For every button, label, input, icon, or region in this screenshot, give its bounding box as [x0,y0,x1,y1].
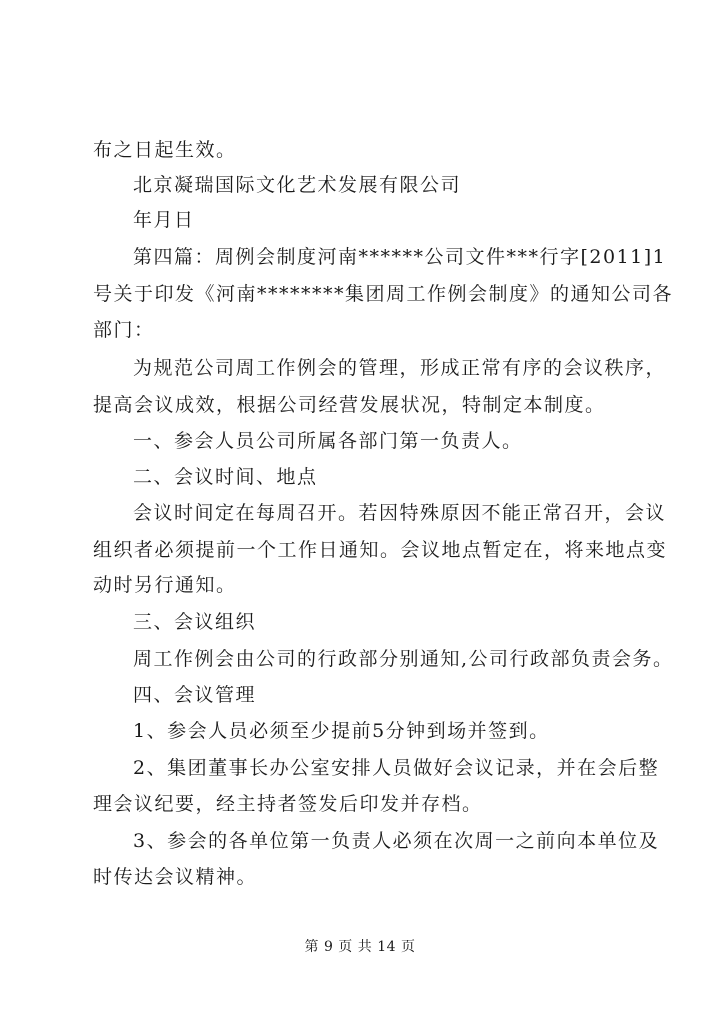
page-number-footer: 第 9 页 共 14 页 [304,939,416,955]
text-line: 理会议纪要，经主持者签发后印发并存档。 [93,793,483,815]
text-line: 二、会议时间、地点 [133,466,318,488]
text-line: 3、参会的各单位第一负责人必须在次周一之前向本单位及 [133,830,660,852]
text-line: 年月日 [133,209,195,231]
text-line: 三、会议组织 [133,611,257,633]
text-line: 动时另行通知。 [93,574,237,596]
text-line: 为规范公司周工作例会的管理，形成正常有序的会议秩序， [133,357,667,379]
text-line: 北京凝瑞国际文化艺术发展有限公司 [133,174,462,196]
text-line: 号关于印发《河南********集团周工作例会制度》的通知公司各 [93,283,674,305]
text-line: 部门： [93,319,155,341]
text-line: 四、会议管理 [133,684,257,706]
text-line: 组织者必须提前一个工作日通知。会议地点暂定在，将来地点变 [93,539,668,561]
text-line: 周工作例会由公司的行政部分别通知,公司行政部负责会务。 [133,648,674,670]
text-line: 1、参会人员必须至少提前5分钟到场并签到。 [133,720,550,742]
text-line: 2、集团董事长办公室安排人员做好会议记录，并在会后整 [133,757,660,779]
text-line: 布之日起生效。 [93,139,237,161]
text-line: 一、参会人员公司所属各部门第一负责人。 [133,430,523,452]
text-line: 会议时间定在每周召开。若因特殊原因不能正常召开，会议 [133,502,667,524]
text-line: 时传达会议精神。 [93,866,258,888]
text-line: 提高会议成效，根据公司经营发展状况，特制定本制度。 [93,394,606,416]
text-line: 第四篇：周例会制度河南******公司文件***行字[2011]1 [133,246,667,268]
